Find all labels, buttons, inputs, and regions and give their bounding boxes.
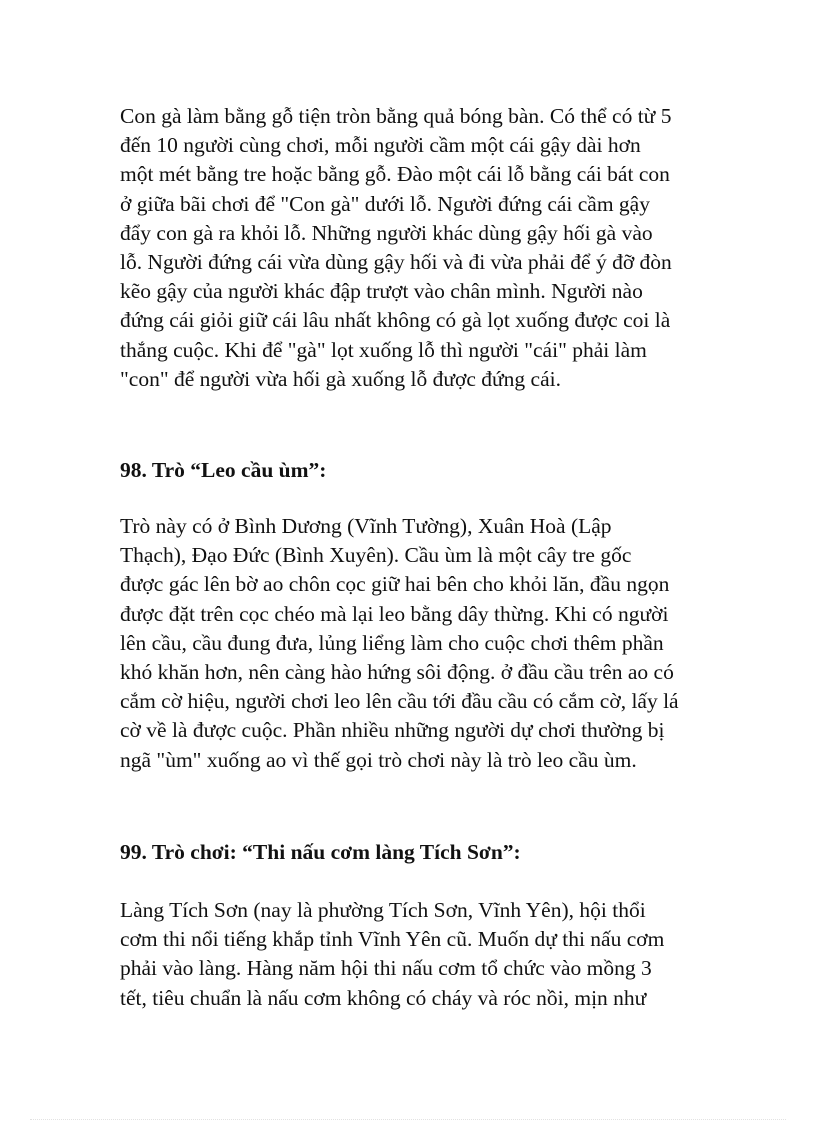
text-line: lỗ. Người đứng cái vừa dùng gậy hối và đi vừa phải để ý đỡ đòn [120, 250, 672, 275]
text-line: một mét bằng tre hoặc bằng gỗ. Đào một cái lỗ bằng cái bát con [120, 162, 670, 187]
text-line: "con" để người vừa hối gà xuống lỗ được đứng cái. [120, 366, 561, 391]
text-line: ở giữa bãi chơi để "Con gà" dưới lỗ. Người đứng cái cầm gậy [120, 191, 650, 216]
text-line: tết, tiêu chuẩn là nấu cơm không có cháy và róc nồi, mịn như [120, 985, 647, 1010]
page-bottom-divider [30, 1119, 786, 1120]
text-line: ngã "ùm" xuống ao vì thế gọi trò chơi này là trò leo cầu ùm. [120, 747, 637, 772]
text-line: Trò này có ở Bình Dương (Vĩnh Tường), Xuân Hoà (Lập [120, 514, 612, 538]
paragraph-thi-nau-com [120, 896, 760, 1013]
text-line: đến 10 người cùng chơi, mỗi người cầm một cái gậy dài hơn [120, 133, 641, 158]
paragraph-con-ga [120, 102, 760, 394]
section-heading-99: 99. Trò chơi: “Thi nấu cơm làng Tích Sơn”: [120, 840, 521, 864]
paragraph-leo-cau-um [120, 512, 760, 775]
text-line: cắm cờ hiệu, người chơi leo lên cầu tới đầu cầu có cắm cờ, lấy lá [120, 689, 679, 714]
text-line: đứng cái giỏi giữ cái lâu nhất không có gà lọt xuống được coi là [120, 308, 671, 333]
text-line: được gác lên bờ ao chôn cọc giữ hai bên cho khỏi lăn, đầu ngọn [120, 572, 670, 597]
text-line: Con gà làm bằng gỗ tiện tròn bằng quả bóng bàn. Có thể có từ 5 [120, 104, 672, 128]
text-line: được đặt trên cọc chéo mà lại leo bằng dây thừng. Khi có người [120, 601, 669, 626]
text-line: Làng Tích Sơn (nay là phường Tích Sơn, Vĩnh Yên), hội thổi [120, 898, 646, 922]
text-line: kẽo gậy của người khác đập trượt vào chân mình. Người nào [120, 279, 643, 304]
text-line: cờ về là được cuộc. Phần nhiều những người dự chơi thường bị [120, 718, 665, 743]
text-line: lên cầu, cầu đung đưa, lủng liểng làm cho cuộc chơi thêm phần [120, 630, 664, 655]
text-line: đẩy con gà ra khỏi lỗ. Những người khác dùng gậy hối gà vào [120, 220, 653, 245]
text-line: khó khăn hơn, nên càng hào hứng sôi động. ở đầu cầu trên ao có [120, 660, 674, 685]
text-line: phải vào làng. Hàng năm hội thi nấu cơm tổ chức vào mồng 3 [120, 956, 652, 981]
text-line: Thạch), Đạo Đức (Bình Xuyên). Cầu ùm là một cây tre gốc [120, 543, 632, 568]
section-heading-98: 98. Trò “Leo cầu ùm”: [120, 458, 327, 482]
text-line: cơm thi nổi tiếng khắp tỉnh Vĩnh Yên cũ. Muốn dự thi nấu cơm [120, 927, 665, 952]
text-line: thắng cuộc. Khi để "gà" lọt xuống lỗ thì người "cái" phải làm [120, 337, 647, 362]
